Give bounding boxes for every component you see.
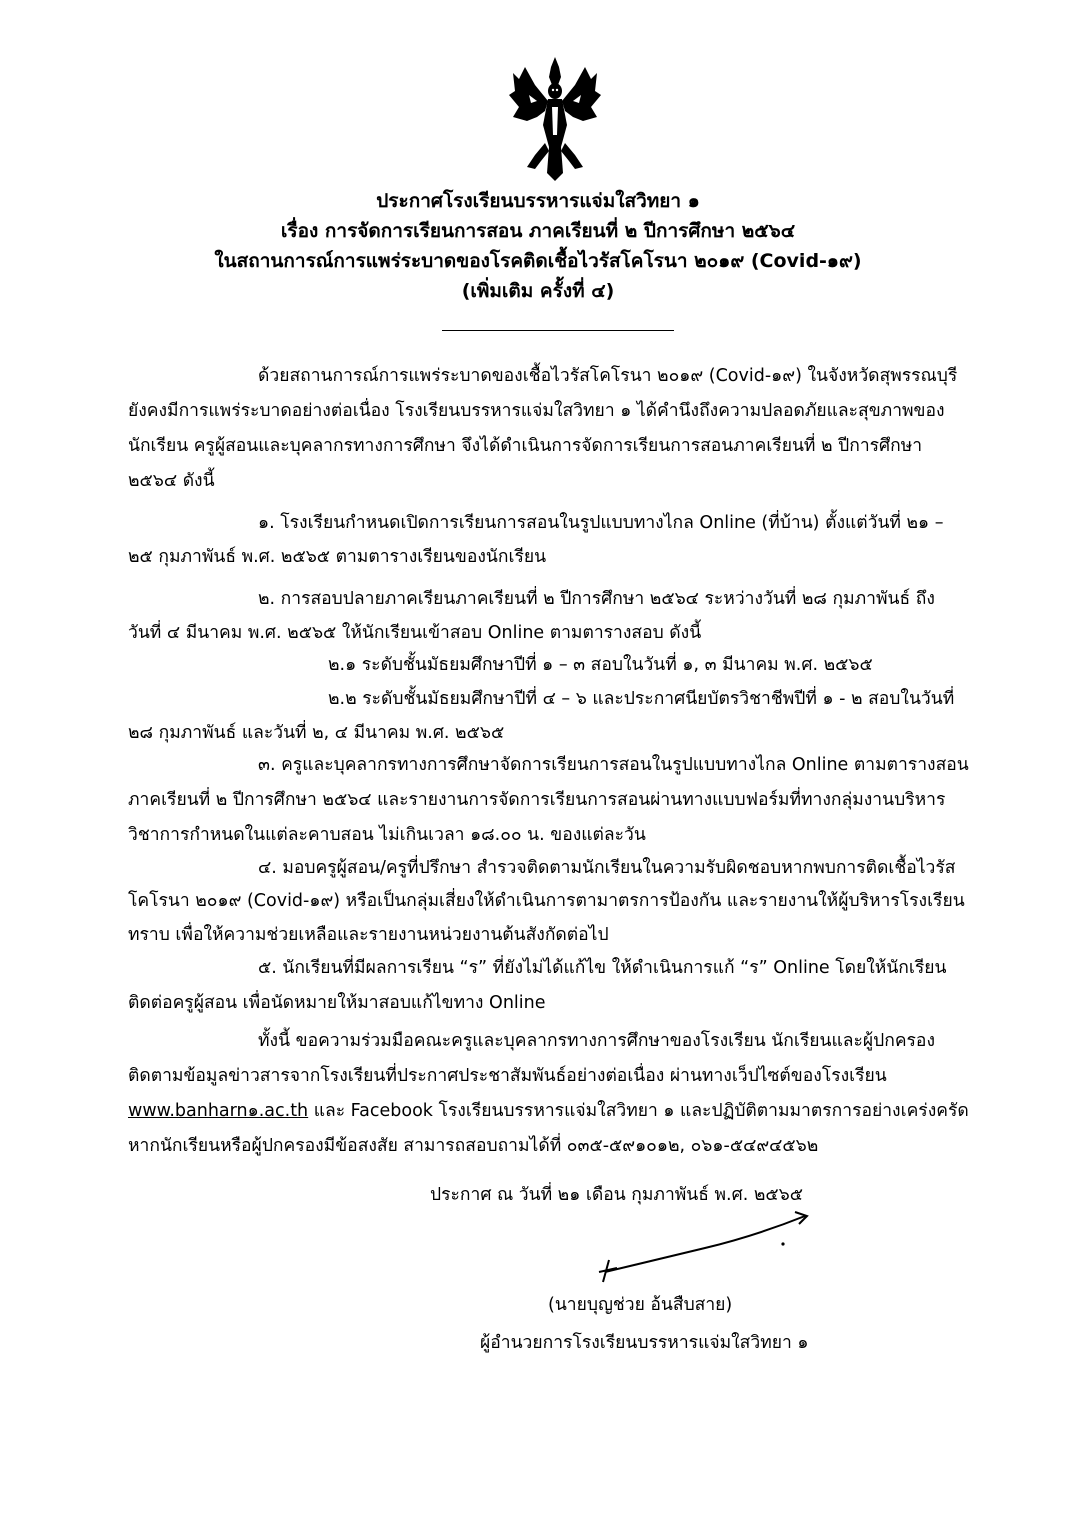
item-4-line-3: ทราบ เพื่อให้ความช่วยเหลือและรายงานหน่วยงานต้นสังกัดต่อไป xyxy=(128,925,609,945)
item-2-line-2: วันที่ ๔ มีนาคม พ.ศ. ๒๕๖๕ ให้นักเรียนเข้าสอบ Online ตามตารางสอบ ดังนี้ xyxy=(128,623,702,643)
document-title xyxy=(0,186,1076,306)
signer-name: (นายบุญช่วย อ้นสืบสาย) xyxy=(548,1295,733,1315)
item-2-2: ๒.๒ ระดับชั้นมัธยมศึกษาปีที่ ๔ – ๖ และประกาศนียบัตรวิชาชีพปีที่ ๑ - ๒ สอบในวันที่ xyxy=(328,689,955,709)
garuda-emblem xyxy=(505,55,605,185)
item-3-line-2: ภาคเรียนที่ ๒ ปีการศึกษา ๒๕๖๔ และรายงานการจัดการเรียนการสอนผ่านทางแบบฟอร์มที่ทางกลุ่มงานบริหาร xyxy=(128,790,946,810)
intro-line-3: นักเรียน ครูผู้สอนและบุคลากรทางการศึกษา จึงได้ดำเนินการจัดการเรียนการสอนภาคเรียนที่ ๒ ปีการศึกษา xyxy=(128,436,923,456)
item-1-line-2: ๒๕ กุมภาพันธ์ พ.ศ. ๒๕๖๕ ตามตารางเรียนของนักเรียน xyxy=(128,547,547,567)
handwritten-signature xyxy=(595,1210,815,1290)
closing-line-3-text: และ Facebook โรงเรียนบรรหารแจ่มใสวิทยา ๑ และปฏิบัติตามมาตรการอย่างเคร่งครัด xyxy=(308,1101,969,1121)
signer-title: ผู้อำนวยการโรงเรียนบรรหารแจ่มใสวิทยา ๑ xyxy=(480,1333,809,1353)
item-2-2-cont: ๒๘ กุมภาพันธ์ และวันที่ ๒, ๔ มีนาคม พ.ศ. ๒๕๖๕ xyxy=(128,723,505,743)
announce-date: ประกาศ ณ วันที่ ๒๑ เดือน กุมภาพันธ์ พ.ศ. ๒๕๖๕ xyxy=(430,1185,803,1205)
title-line-3: ในสถานการณ์การแพร่ระบาดของโรคติดเชื้อไวรัสโคโรนา ๒๐๑๙ (Covid-๑๙) xyxy=(214,250,862,272)
item-3-line-3: วิชาการกำหนดในแต่ละคาบสอน ไม่เกินเวลา ๑๘.๐๐ น. ของแต่ละวัน xyxy=(128,825,646,845)
item-2-line-1: ๒. การสอบปลายภาคเรียนภาคเรียนที่ ๒ ปีการศึกษา ๒๕๖๔ ระหว่างวันที่ ๒๘ กุมภาพันธ์ ถึง xyxy=(258,589,935,609)
closing-line-4: หากนักเรียนหรือผู้ปกครองมีข้อสงสัย สามารถสอบถามได้ที่ ๐๓๕-๕๙๑๐๑๒, ๐๖๑-๕๔๙๔๕๖๒ xyxy=(128,1136,819,1156)
intro-line-4: ๒๕๖๔ ดังนี้ xyxy=(128,471,215,491)
closing-line-2: ติดตามข้อมูลข่าวสารจากโรงเรียนที่ประกาศประชาสัมพันธ์อย่างต่อเนื่อง ผ่านทางเว็ปไซต์ของโรงเรียน xyxy=(128,1066,887,1086)
intro-line-2: ยังคงมีการแพร่ระบาดอย่างต่อเนื่อง โรงเรียนบรรหารแจ่มใสวิทยา ๑ ได้คำนึงถึงความปลอดภัยและสุขภาพของ xyxy=(128,401,945,421)
title-divider xyxy=(442,330,674,331)
item-4-line-1: ๔. มอบครูผู้สอน/ครูที่ปรึกษา สำรวจติดตามนักเรียนในความรับผิดชอบหากพบการติดเชื้อไวรัส xyxy=(258,858,956,878)
title-line-1: ประกาศโรงเรียนบรรหารแจ่มใสวิทยา ๑ xyxy=(376,190,700,212)
closing-line-3 xyxy=(128,1098,969,1124)
school-website-link[interactable]: www.banharn๑.ac.th xyxy=(128,1101,309,1121)
item-5-line-1: ๕. นักเรียนที่มีผลการเรียน “ร” ที่ยังไม่ได้แก้ไข ให้ดำเนินการแก้ “ร” Online โดยให้นักเรียน xyxy=(258,958,947,978)
title-line-2: เรื่อง การจัดการเรียนการสอน ภาคเรียนที่ ๒ ปีการศึกษา ๒๕๖๔ xyxy=(280,220,796,242)
item-5-line-2: ติดต่อครูผู้สอน เพื่อนัดหมายให้มาสอบแก้ไขทาง Online xyxy=(128,993,546,1013)
title-line-4: (เพิ่มเติม ครั้งที่ ๔) xyxy=(461,280,615,302)
intro-line-1: ด้วยสถานการณ์การแพร่ระบาดของเชื้อไวรัสโคโรนา ๒๐๑๙ (Covid-๑๙) ในจังหวัดสุพรรณบุรี xyxy=(258,366,958,386)
item-3-line-1: ๓. ครูและบุคลากรทางการศึกษาจัดการเรียนการสอนในรูปแบบทางไกล Online ตามตารางสอน xyxy=(258,755,969,775)
closing-line-1: ทั้งนี้ ขอความร่วมมือคณะครูและบุคลากรทางการศึกษาของโรงเรียน นักเรียนและผู้ปกครอง xyxy=(258,1031,935,1051)
item-2-1: ๒.๑ ระดับชั้นมัธยมศึกษาปีที่ ๑ – ๓ สอบในวันที่ ๑, ๓ มีนาคม พ.ศ. ๒๕๖๕ xyxy=(328,655,873,675)
item-1-line-1: ๑. โรงเรียนกำหนดเปิดการเรียนการสอนในรูปแบบทางไกล Online (ที่บ้าน) ตั้งแต่วันที่ ๒๑ – xyxy=(258,513,944,533)
item-4-line-2: โคโรนา ๒๐๑๙ (Covid-๑๙) หรือเป็นกลุ่มเสี่ยงให้ดำเนินการตามาตรการป้องกัน และรายงานให้ผู้บริหารโรงเรียน xyxy=(128,891,965,911)
